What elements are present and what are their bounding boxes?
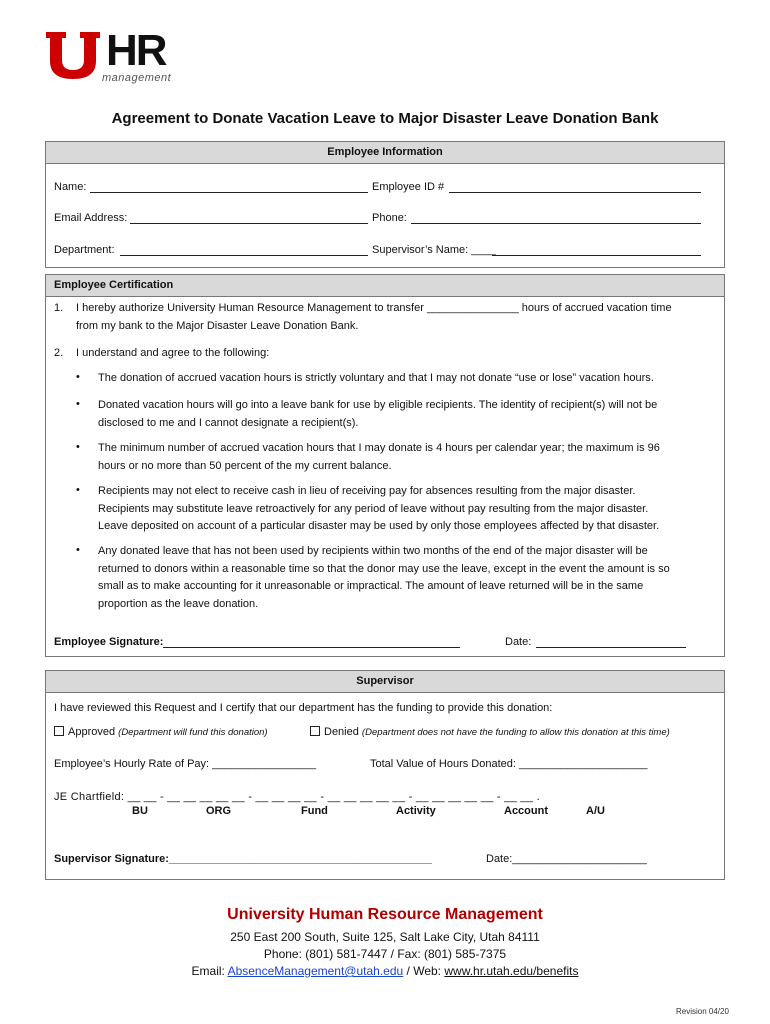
bullet-dot: • [76,441,80,453]
phone-label: Phone: [372,212,407,224]
je-label-fund: Fund [301,805,328,817]
logo-hr-letters: HR [106,26,166,75]
supervisor-signature-field[interactable]: Supervisor Signature:___________________________________________ [54,853,432,865]
bullet-line: returned to donors within a reasonable time so that the donor may use the leave, except in the event the amount is so [98,562,670,575]
denied-label: Denied [324,726,359,738]
supervisor-heading: Supervisor [46,671,724,693]
name-label: Name: [54,181,87,193]
email-field[interactable] [130,211,368,224]
supervisor-name-field[interactable] [492,243,701,256]
employee-certification-heading: Employee Certification [46,275,724,297]
phone-field[interactable] [411,211,701,224]
bullet-line: disclosed to me and I cannot designate a recipient(s). [98,416,359,429]
item-2-text: I understand and agree to the following: [76,347,270,359]
bullet-line: proportion as the leave donation. [98,597,259,610]
item-1-line-1: I hereby authorize University Human Resource Management to transfer _______________ hours of accrued vacation time [76,302,672,314]
document-title: Agreement to Donate Vacation Leave to Major Disaster Leave Donation Bank [111,110,659,127]
supervisor-date-field[interactable]: Date:______________________ [486,853,647,865]
logo-management-text: management [102,72,172,84]
footer-phone-fax: Phone: (801) 581-7447 / Fax: (801) 585-7375 [263,947,507,961]
name-field[interactable] [90,180,368,193]
bullet-line: The donation of accrued vacation hours is strictly voluntary and that I may not donate “use or lose” vacation hours. [98,372,654,384]
employee-date-field[interactable] [536,635,686,648]
email-prefix: Email: [191,964,225,978]
item-1-text [76,300,672,335]
footer-contact [0,964,770,978]
bullet-line: Recipients may not elect to receive cash in lieu of receiving pay for absences resulting from the major disaster. [98,485,636,497]
employee-signature-label: Employee Signature: [54,636,164,648]
approved-label: Approved [68,726,116,738]
denied-note: (Department does not have the funding to allow this donation at this time) [361,727,670,738]
bullet-dot: • [76,544,80,556]
je-label-activity: Activity [396,805,436,817]
web-link[interactable]: www.hr.utah.edu/benefits [444,964,579,978]
je-label-bu: BU [132,805,148,817]
employee-id-label: Employee ID # [372,181,445,193]
je-chartfield-field[interactable]: JE Chartfield: __ __ - __ __ __ __ __ - __ __ __ __ - __ __ __ __ __ - __ __ __ __ __ - __ __ . [54,791,540,803]
employee-information-heading: Employee Information [46,142,724,164]
supervisor-statement: I have reviewed this Request and I certify that our department has the funding to provide this donation: [54,702,553,714]
revision-label: Revision 04/20 [676,1007,729,1016]
item-1-number: 1. [54,302,64,314]
footer-address: 250 East 200 South, Suite 125, Salt Lake City, Utah 84111 [230,930,540,944]
bullet-dot: • [76,484,80,496]
approved-option[interactable] [54,726,268,738]
bullet-line: small as to make accounting for it unreasonable or impractical. The amount of leave returned will be in the same [98,580,644,592]
employee-signature-field[interactable] [163,635,460,648]
je-label-au: A/U [586,805,605,817]
university-of-utah-u-logo [44,30,102,80]
employee-id-field[interactable] [449,180,701,193]
je-label-org: ORG [206,805,232,817]
bullet-line: Donated vacation hours will go into a leave bank for use by eligible recipients. The identity of recipient(s) will not be [98,399,658,411]
bullet-dot: • [76,398,80,410]
bullet-line: hours or no more than 50 percent of the my current balance. [98,459,392,472]
approved-checkbox[interactable] [54,726,64,736]
department-field[interactable] [120,243,368,256]
total-value-field[interactable]: Total Value of Hours Donated: _____________________ [370,758,648,770]
je-label-account: Account [504,805,548,817]
bullet-line: The minimum number of accrued vacation hours that I may donate is 4 hours per calendar year; the maximum is 96 [98,442,660,454]
bullet-dot: • [76,371,80,383]
department-label: Department: [54,244,115,256]
supervisor-name-label: Supervisor’s Name: ____ [372,244,496,256]
web-prefix: / Web: [406,964,442,978]
email-link[interactable]: AbsenceManagement@utah.edu [227,964,404,978]
item-2-number: 2. [54,347,64,359]
uhr-logo [44,26,172,90]
bullet-line: Leave deposited on account of a particular disaster may be used by only those employees affected by that disaster. [98,520,660,532]
denied-option[interactable] [310,726,670,738]
approved-note: (Department will fund this donation) [118,727,268,738]
bullet-line: Any donated leave that has not been used by recipients within two months of the end of the major disaster will be [98,545,648,557]
hourly-rate-field[interactable]: Employee’s Hourly Rate of Pay: _________________ [54,758,317,770]
employee-date-label: Date: [505,636,532,648]
denied-checkbox[interactable] [310,726,320,736]
item-1-line-2: from my bank to the Major Disaster Leave Donation Bank. [76,319,359,332]
email-label: Email Address: [54,212,128,224]
footer-organization: University Human Resource Management [227,906,543,923]
bullet-line: Recipients may substitute leave retroactively for any period of leave without pay resulting from the major disaster. [98,502,649,515]
